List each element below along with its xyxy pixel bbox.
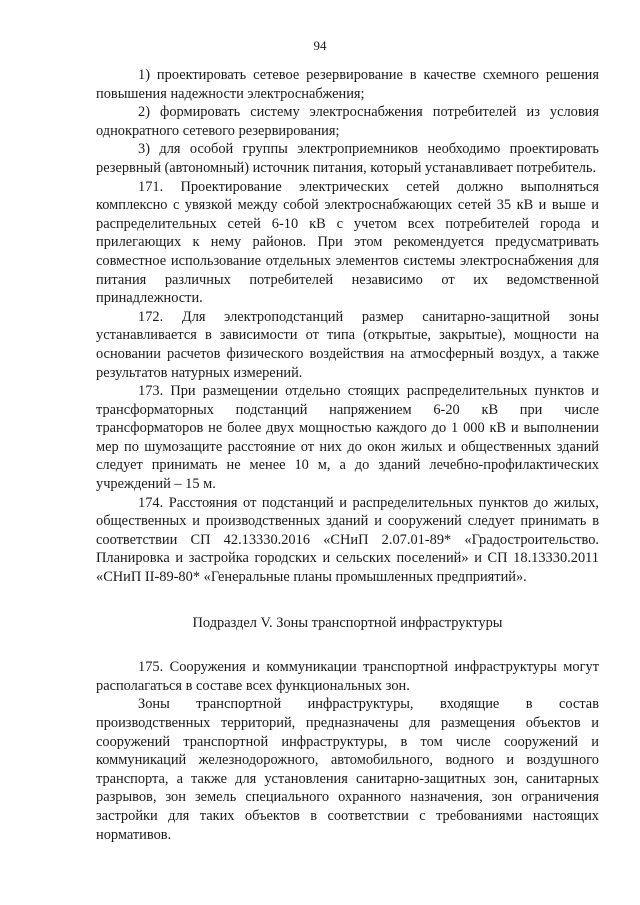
page-number: 94 [313, 38, 327, 53]
section-heading: Подраздел V. Зоны транспортной инфраструктуры [192, 614, 503, 631]
paragraph-174: 174. Расстояния от подстанций и распределительных пунктов до жилых, общественных и производственных зданий и сооружений следует принимать в соответствии СП 42.13330.2016 «СНиП 2.07.01-89* «Градостроительство. Планировка и застройка городских и сельских поселений» и СП 18.13330.2011 «СНиП II-89-80* «Генеральные планы промышленных предприятий». [96, 494, 599, 586]
paragraph-172: 172. Для электроподстанций размер санитарно-защитной зоны устанавливается в зависимости от типа (открытые, закрытые), мощности на основании расчетов физического воздействия на атмосферный воздух, а также результатов натурных измерений. [96, 308, 599, 381]
paragraph-171: 171. Проектирование электрических сетей должно выполняться комплексно с увязкой между собой электроснабжающих сетей 35 кВ и выше и распределительных сетей 6-10 кВ с учетом всех потребителей города и прилегающих к нему районов. При этом рекомендуется предусматривать совместное использование отдельных элементов системы электроснабжения для питания различных потребителей независимо от их ведомственной принадлежности. [96, 178, 599, 307]
paragraph-173: 173. При размещении отдельно стоящих распределительных пунктов и трансформаторных подстанций напряжением 6-20 кВ при числе трансформаторов не более двух мощностью каждого до 1 000 кВ и выполнении мер по шумозащите расстояние от них до окон жилых и общественных зданий следует принимать не менее 10 м, а до зданий лечебно-профилактических учреждений – 15 м. [96, 383, 599, 493]
document-body [96, 66, 599, 844]
paragraph-transport-zones: Зоны транспортной инфраструктуры, входящие в состав производственных территорий, предназначены для размещения объектов и сооружений транспортной инфраструктуры, в том числе сооружений и коммуникаций железнодорожного, автомобильного, водного и воздушного транспорта, а также для установления санитарно-защитных зон, санитарных разрывов, зон земель специального охранного назначения, зон ограничения застройки для таких объектов в соответствии с требованиями настоящих нормативов. [96, 696, 599, 843]
paragraph-175: 175. Сооружения и коммуникации транспортной инфраструктуры могут располагаться в составе всех функциональных зон. [96, 659, 599, 694]
paragraph-item-1: 1) проектировать сетевое резервирование в качестве схемного решения повышения надежности электроснабжения; [96, 67, 599, 102]
paragraph-item-3: 3) для особой группы электроприемников необходимо проектировать резервный (автономный) источник питания, который устанавливает потребитель. [96, 141, 599, 176]
paragraph-item-2: 2) формировать систему электроснабжения потребителей из условия однократного сетевого резервирования; [96, 104, 599, 139]
